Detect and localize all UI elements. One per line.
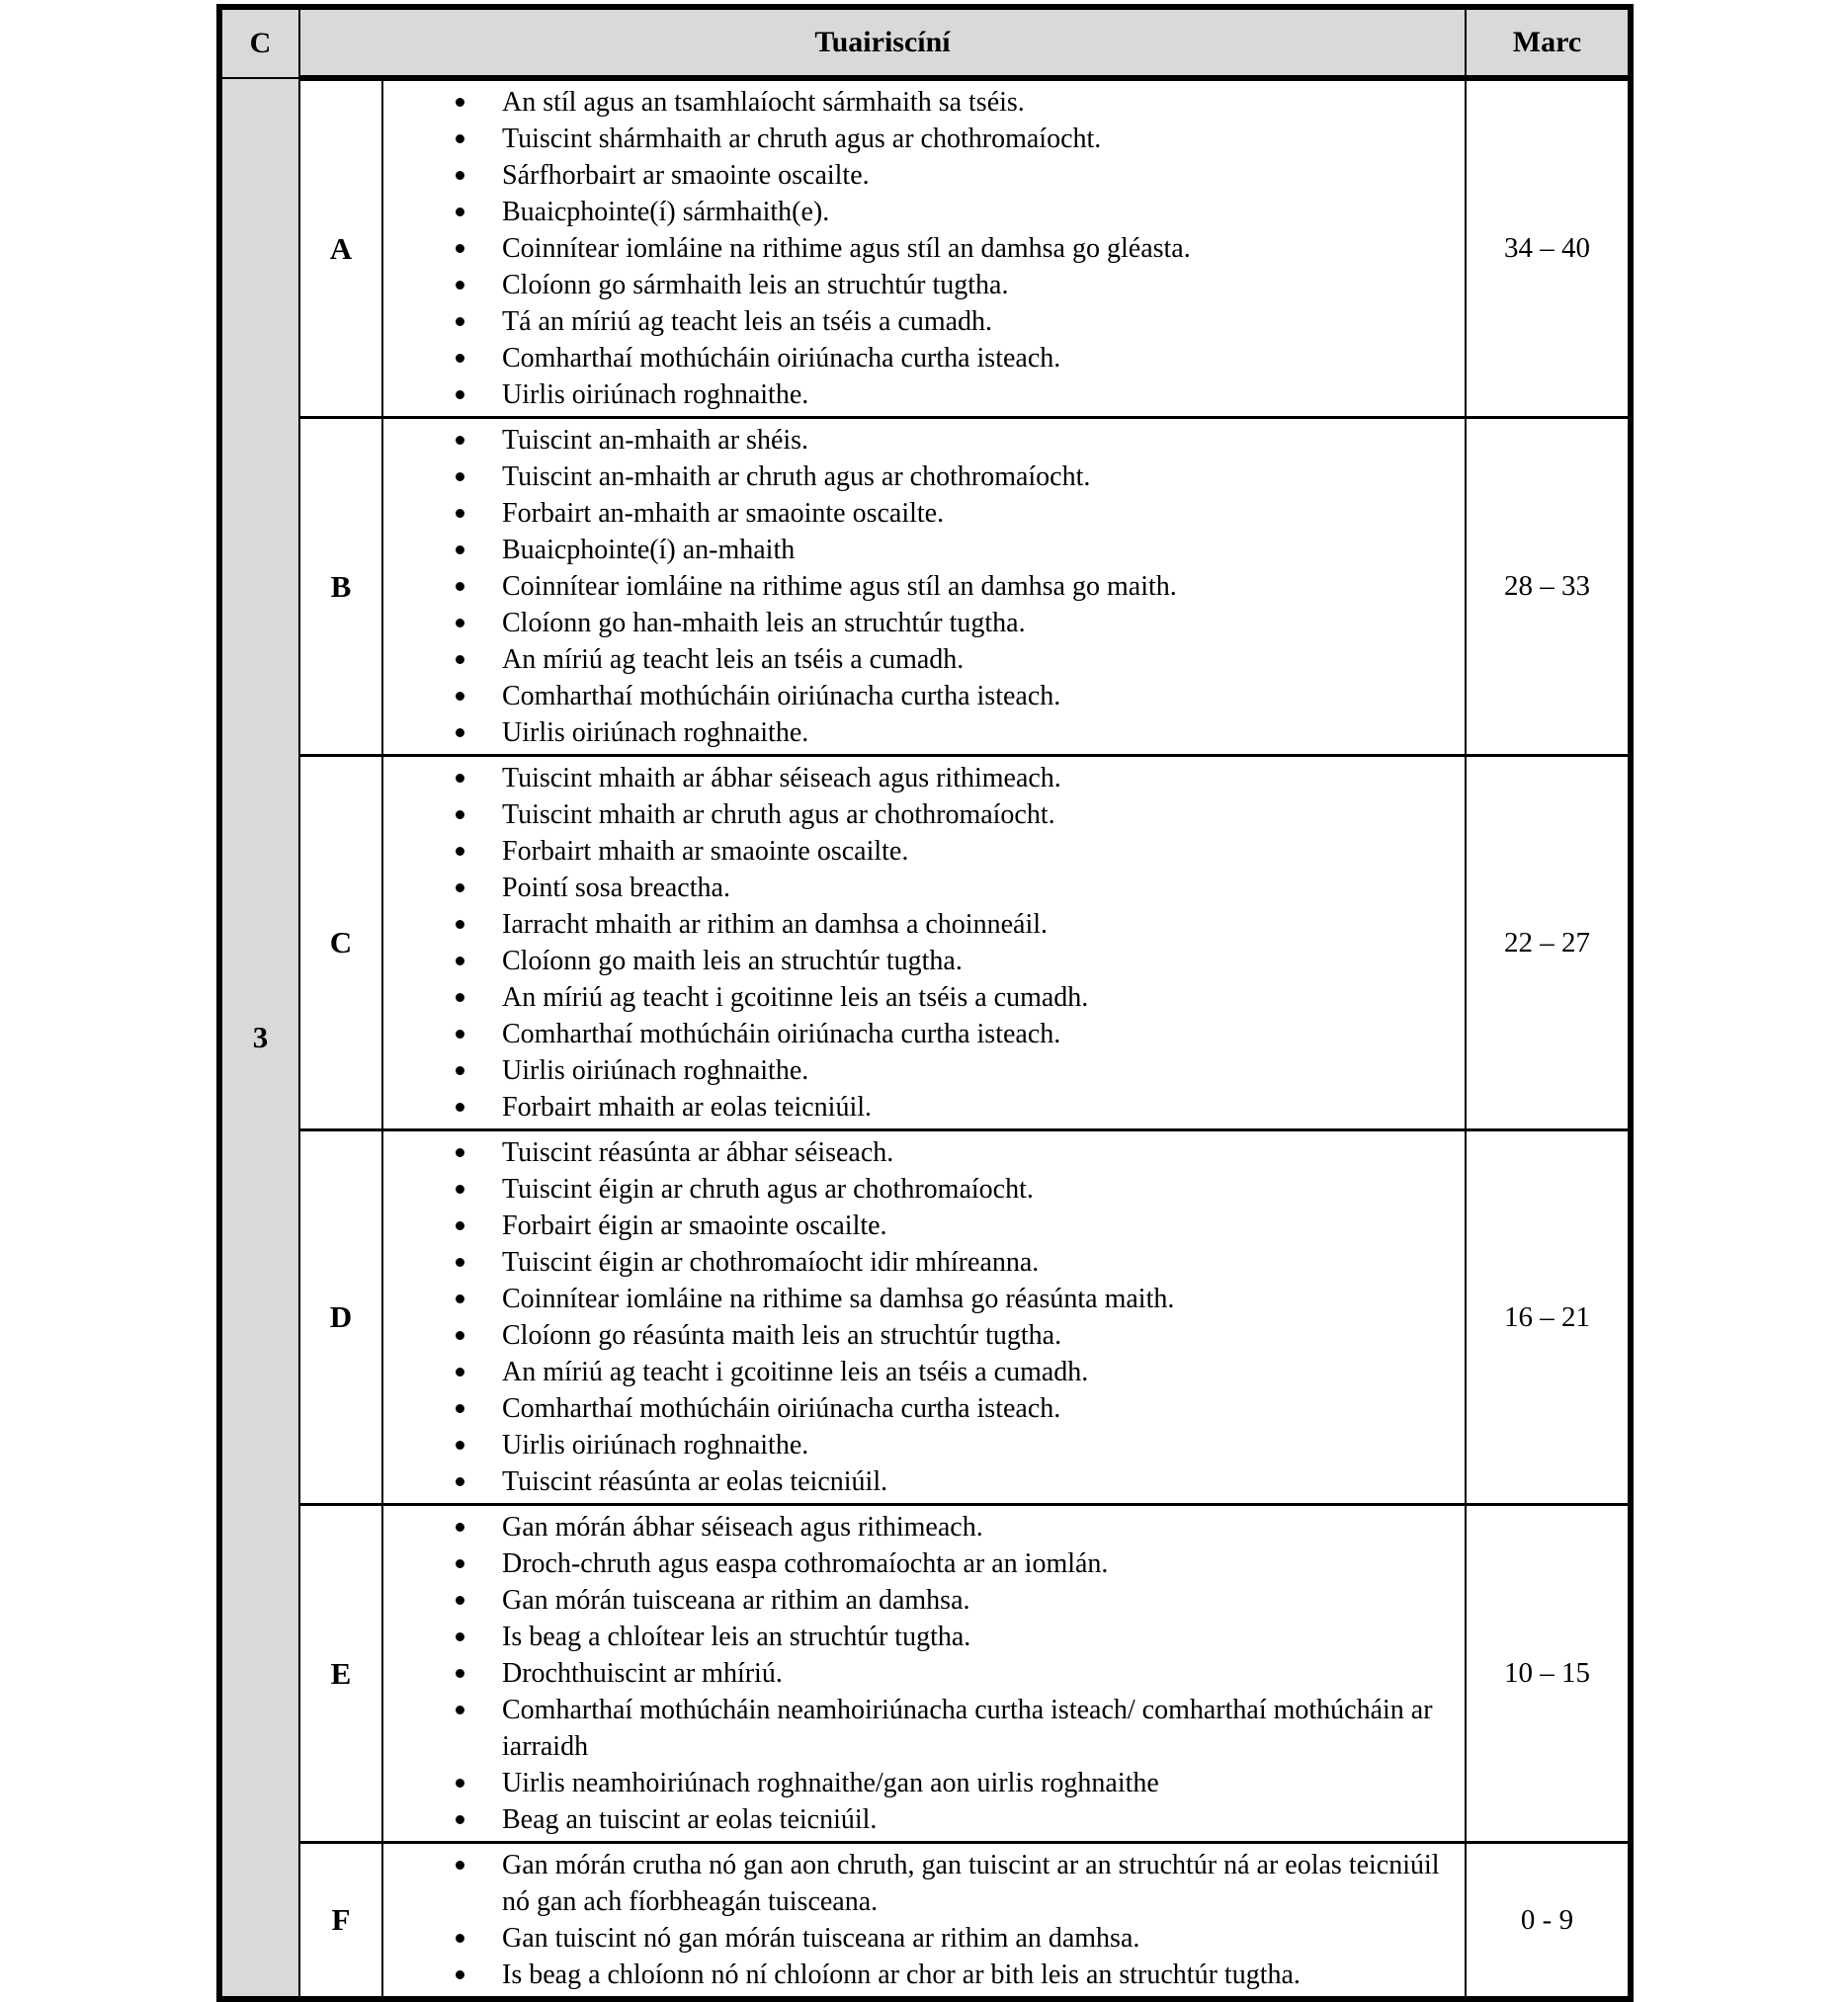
criterion-item (502, 340, 1457, 376)
criterion-item (502, 943, 1457, 979)
criterion-item (502, 1463, 1457, 1500)
criterion-text: Buaicphointe(í) an-mhaith (502, 535, 796, 565)
criterion-item (502, 979, 1457, 1016)
bullet-icon (456, 619, 464, 627)
question-number-cell: 3 (219, 78, 299, 1999)
bullet-icon (456, 1632, 464, 1641)
grade-letter-b: B (299, 418, 382, 756)
bullet-icon (456, 545, 464, 554)
bullet-icon (456, 692, 464, 701)
grade-row-e (219, 1505, 1631, 1843)
bullet-icon (456, 1368, 464, 1376)
bullet-icon (456, 436, 464, 445)
bullet-icon (456, 1258, 464, 1267)
marc-cell-d: 16 – 21 (1466, 1130, 1631, 1505)
bullet-icon (456, 1934, 464, 1943)
criterion-item (502, 1957, 1457, 1993)
criterion-item (502, 459, 1457, 495)
bullet-icon (456, 728, 464, 737)
criterion-text: Tuiscint réasúnta ar eolas teicniúil. (502, 1466, 888, 1497)
criterion-text: Iarracht mhaith ar rithim an damhsa a choinneáil. (502, 909, 1049, 940)
grade-row-f (219, 1843, 1631, 2000)
bullet-icon (456, 920, 464, 929)
criterion-item (502, 1619, 1457, 1655)
bullet-icon (456, 1669, 464, 1678)
criterion-text: Comharthaí mothúcháin neamhoiriúnacha curtha isteach/ comharthaí mothúcháin ar iarraidh (502, 1695, 1433, 1762)
bullet-icon (456, 1030, 464, 1039)
descriptors-cell-c (382, 756, 1466, 1130)
criterion-item (502, 376, 1457, 413)
criterion-item (502, 422, 1457, 459)
criterion-item (502, 1171, 1457, 1208)
criteria-list (383, 1509, 1457, 1838)
criterion-item (502, 1801, 1457, 1838)
bullet-icon (456, 509, 464, 518)
criterion-item (502, 121, 1457, 157)
criterion-text: Is beag a chloítear leis an struchtúr tugtha. (502, 1622, 971, 1652)
criterion-item (502, 568, 1457, 605)
criterion-item (502, 1134, 1457, 1171)
criterion-text: Cloíonn go han-mhaith leis an struchtúr tugtha. (502, 608, 1026, 638)
criterion-text: Tuiscint an-mhaith ar chruth agus ar chothromaíocht. (502, 461, 1091, 492)
criterion-text: Uirlis oiriúnach roghnaithe. (502, 1430, 809, 1460)
bullet-icon (456, 171, 464, 180)
bullet-icon (456, 1148, 464, 1157)
bullet-icon (456, 1404, 464, 1413)
marc-cell-c: 22 – 27 (1466, 756, 1631, 1130)
criterion-text: Gan tuiscint nó gan mórán tuisceana ar rithim an damhsa. (502, 1923, 1140, 1954)
criterion-item (502, 1427, 1457, 1463)
criterion-text: Tuiscint an-mhaith ar shéis. (502, 425, 809, 456)
bullet-icon (456, 774, 464, 783)
criterion-item (502, 303, 1457, 340)
criterion-text: Droch-chruth agus easpa cothromaíochta ar an iomlán. (502, 1548, 1109, 1579)
criterion-text: Forbairt mhaith ar smaointe oscailte. (502, 836, 909, 867)
criterion-text: Tuiscint éigin ar chothromaíocht idir mhíreanna. (502, 1247, 1040, 1278)
criterion-text: Forbairt mhaith ar eolas teicniúil. (502, 1092, 873, 1123)
criterion-item (502, 1281, 1457, 1317)
criterion-text: Tá an míriú ag teacht leis an tséis a cumadh. (502, 306, 993, 337)
criterion-item (502, 1765, 1457, 1801)
descriptors-cell-b (382, 418, 1466, 756)
criterion-item (502, 678, 1457, 714)
bullet-icon (456, 1221, 464, 1230)
criterion-item (502, 267, 1457, 303)
criterion-item (502, 796, 1457, 833)
criterion-text: An míriú ag teacht i gcoitinne leis an tséis a cumadh. (502, 1357, 1089, 1387)
grade-letter-d: D (299, 1130, 382, 1505)
criterion-text: Is beag a chloíonn nó ní chloíonn ar chor ar bith leis an struchtúr tugtha. (502, 1960, 1301, 1990)
criterion-text: Gan mórán crutha nó gan aon chruth, gan tuiscint ar an struchtúr ná ar eolas teicniúil nó gan ach fíorbheagán tuisceana. (502, 1850, 1440, 1917)
criterion-item (502, 833, 1457, 870)
criterion-text: Tuiscint éigin ar chruth agus ar chothromaíocht. (502, 1174, 1034, 1205)
grade-row-a (219, 78, 1631, 418)
criterion-item (502, 1354, 1457, 1390)
criterion-text: Forbairt éigin ar smaointe oscailte. (502, 1210, 887, 1241)
criteria-list (383, 760, 1457, 1126)
criterion-item (502, 1390, 1457, 1427)
criterion-text: Coinnítear iomláine na rithime agus stíl an damhsa go maith. (502, 571, 1177, 602)
bullet-icon (456, 244, 464, 253)
bullet-icon (456, 1441, 464, 1450)
criterion-item (502, 760, 1457, 796)
bullet-icon (456, 957, 464, 965)
marc-cell-b: 28 – 33 (1466, 418, 1631, 756)
descriptors-cell-e (382, 1505, 1466, 1843)
criteria-list (383, 84, 1457, 413)
criteria-list (383, 422, 1457, 751)
bullet-icon (456, 1706, 464, 1714)
criterion-item (502, 1052, 1457, 1089)
criterion-item (502, 641, 1457, 678)
criterion-item (502, 1545, 1457, 1582)
grade-row-d (219, 1130, 1631, 1505)
criterion-item (502, 1317, 1457, 1354)
rubric-body (219, 78, 1631, 1999)
bullet-icon (456, 655, 464, 664)
descriptors-cell-d (382, 1130, 1466, 1505)
criteria-list (383, 1847, 1457, 1993)
criterion-text: An míriú ag teacht leis an tséis a cumadh. (502, 644, 965, 675)
grade-row-b (219, 418, 1631, 756)
grade-row-c (219, 756, 1631, 1130)
criterion-text: Uirlis neamhoiriúnach roghnaithe/gan aon uirlis roghnaithe (502, 1768, 1159, 1798)
bullet-icon (456, 98, 464, 107)
bullet-icon (456, 1066, 464, 1075)
criterion-text: Coinnítear iomláine na rithime sa damhsa go réasúnta maith. (502, 1284, 1175, 1314)
criterion-text: Tuiscint shármhaith ar chruth agus ar chothromaíocht. (502, 124, 1102, 154)
criterion-item (502, 1847, 1457, 1920)
criterion-item (502, 230, 1457, 267)
rubric-table (216, 4, 1634, 2002)
criterion-item (502, 1920, 1457, 1957)
bullet-icon (456, 1596, 464, 1605)
header-row (219, 7, 1631, 78)
bullet-icon (456, 1185, 464, 1194)
criterion-text: Gan mórán ábhar séiseach agus rithimeach. (502, 1512, 983, 1543)
marc-cell-e: 10 – 15 (1466, 1505, 1631, 1843)
criterion-text: Drochthuiscint ar mhíriú. (502, 1658, 783, 1689)
bullet-icon (456, 390, 464, 399)
criterion-item (502, 495, 1457, 532)
criterion-item (502, 157, 1457, 194)
bullet-icon (456, 883, 464, 892)
bullet-icon (456, 281, 464, 290)
criterion-text: Comharthaí mothúcháin oiriúnacha curtha isteach. (502, 1393, 1061, 1424)
criterion-text: Tuiscint mhaith ar ábhar séiseach agus rithimeach. (502, 763, 1061, 793)
criterion-item (502, 84, 1457, 121)
criterion-text: Pointí sosa breactha. (502, 873, 730, 903)
criterion-text: An stíl agus an tsamhlaíocht sármhaith sa tséis. (502, 87, 1025, 118)
criterion-item (502, 1509, 1457, 1545)
criterion-text: Tuiscint réasúnta ar ábhar séiseach. (502, 1137, 894, 1168)
descriptors-cell-f (382, 1843, 1466, 2000)
bullet-icon (456, 1477, 464, 1486)
bullet-icon (456, 208, 464, 216)
grade-letter-f: F (299, 1843, 382, 2000)
bullet-icon (456, 134, 464, 143)
criterion-text: Uirlis oiriúnach roghnaithe. (502, 717, 809, 748)
criterion-item (502, 906, 1457, 943)
criterion-text: Gan mórán tuisceana ar rithim an damhsa. (502, 1585, 970, 1616)
criterion-item (502, 1244, 1457, 1281)
bullet-icon (456, 1294, 464, 1303)
criterion-text: Cloíonn go sármhaith leis an struchtúr tugtha. (502, 270, 1009, 300)
bullet-icon (456, 317, 464, 326)
grade-letter-c: C (299, 756, 382, 1130)
criterion-item (502, 1208, 1457, 1244)
criterion-text: An míriú ag teacht i gcoitinne leis an tséis a cumadh. (502, 982, 1089, 1013)
criterion-text: Uirlis oiriúnach roghnaithe. (502, 379, 809, 410)
header-descriptors-col: Tuairiscíní (299, 7, 1466, 78)
criterion-text: Tuiscint mhaith ar chruth agus ar chothromaíocht. (502, 799, 1055, 830)
criterion-item (502, 1089, 1457, 1126)
bullet-icon (456, 1523, 464, 1532)
bullet-icon (456, 1779, 464, 1788)
bullet-icon (456, 1103, 464, 1112)
criterion-text: Uirlis oiriúnach roghnaithe. (502, 1055, 809, 1086)
criterion-text: Beag an tuiscint ar eolas teicniúil. (502, 1804, 878, 1835)
marc-cell-f: 0 - 9 (1466, 1843, 1631, 2000)
header-question-col: C (219, 7, 299, 78)
rubric-header (219, 7, 1631, 78)
criterion-item (502, 1655, 1457, 1692)
criterion-text: Sárfhorbairt ar smaointe oscailte. (502, 160, 870, 191)
header-marks-col: Marc (1466, 7, 1631, 78)
bullet-icon (456, 1815, 464, 1824)
grade-letter-a: A (299, 78, 382, 418)
grade-letter-e: E (299, 1505, 382, 1843)
criterion-text: Forbairt an-mhaith ar smaointe oscailte. (502, 498, 945, 529)
criteria-list (383, 1134, 1457, 1500)
criterion-text: Comharthaí mothúcháin oiriúnacha curtha isteach. (502, 681, 1061, 711)
bullet-icon (456, 1970, 464, 1979)
criterion-item (502, 1692, 1457, 1765)
bullet-icon (456, 847, 464, 856)
bullet-icon (456, 582, 464, 591)
criterion-item (502, 870, 1457, 906)
criterion-item (502, 605, 1457, 641)
criterion-item (502, 1016, 1457, 1052)
bullet-icon (456, 1331, 464, 1340)
criterion-text: Comharthaí mothúcháin oiriúnacha curtha isteach. (502, 343, 1061, 374)
criterion-text: Cloíonn go maith leis an struchtúr tugtha. (502, 946, 963, 976)
bullet-icon (456, 472, 464, 481)
criterion-text: Coinnítear iomláine na rithime agus stíl an damhsa go gléasta. (502, 233, 1191, 264)
criterion-item (502, 194, 1457, 230)
bullet-icon (456, 1559, 464, 1568)
marc-cell-a: 34 – 40 (1466, 78, 1631, 418)
criterion-text: Comharthaí mothúcháin oiriúnacha curtha isteach. (502, 1019, 1061, 1049)
criterion-item (502, 1582, 1457, 1619)
descriptors-cell-a (382, 78, 1466, 418)
bullet-icon (456, 354, 464, 363)
bullet-icon (456, 993, 464, 1002)
criterion-item (502, 532, 1457, 568)
bullet-icon (456, 810, 464, 819)
criterion-text: Buaicphointe(í) sármhaith(e). (502, 197, 830, 227)
bullet-icon (456, 1861, 464, 1870)
criterion-text: Cloíonn go réasúnta maith leis an struchtúr tugtha. (502, 1320, 1062, 1351)
criterion-item (502, 714, 1457, 751)
